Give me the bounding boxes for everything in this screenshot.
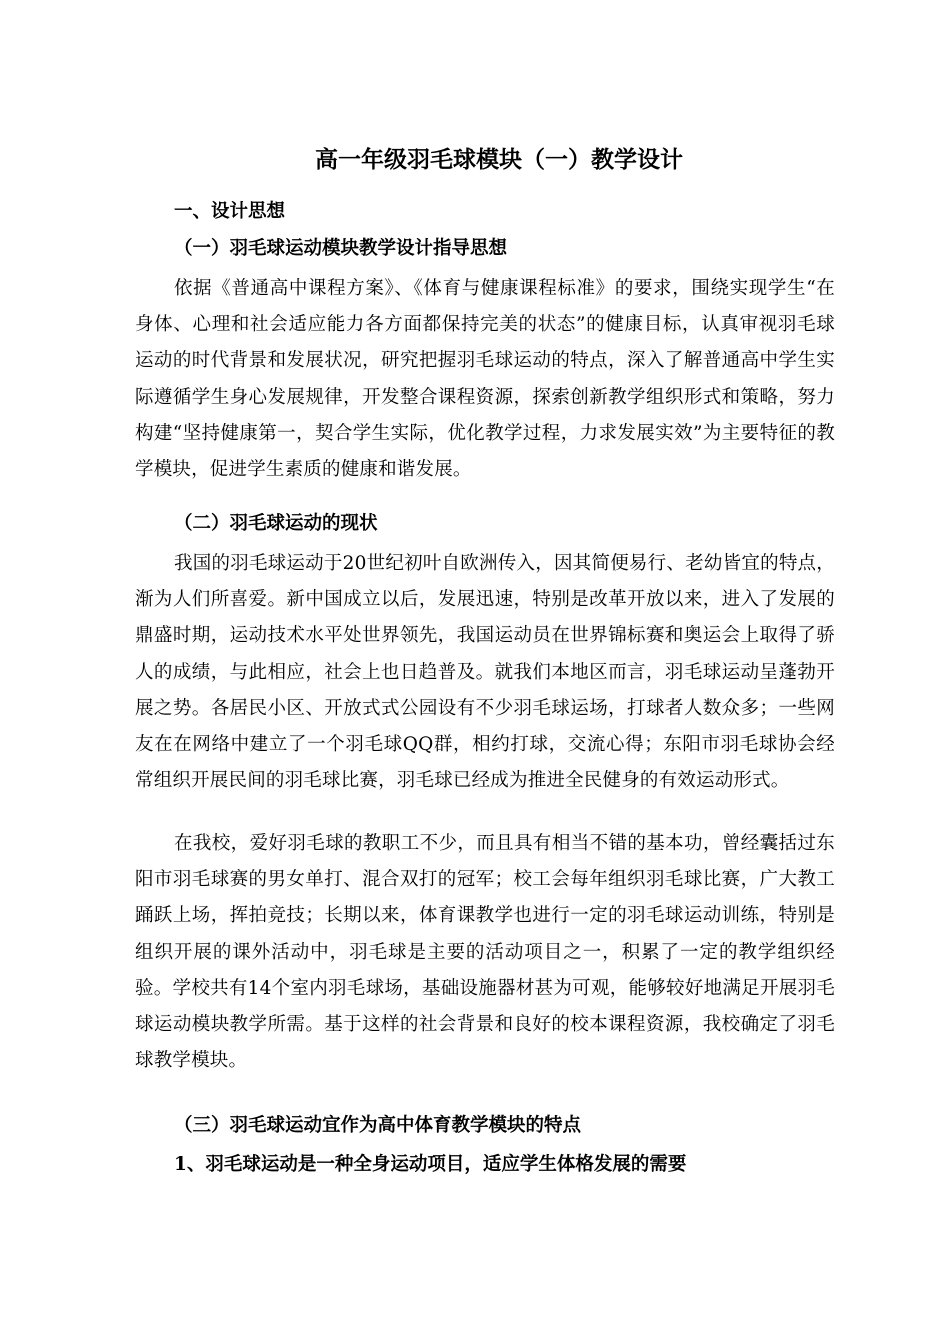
paragraph-current-status: 我国的羽毛球运动于20世纪初叶自欧洲传入，因其简便易行、老幼皆宜的特点，渐为人们所喜爱。新中国成立以后，发展迅速，特别是改革开放以来，进入了发展的鼎盛时期，运动技术水平处世界领先，我国运动员在世界锦标赛和奥运会上取得了骄人的成绩，与此相应，社会上也日趋普及。就我们本地区而言，羽毛球运动呈蓬勃开展之势。各居民小区、开放式式公园设有不少羽毛球运场，打球者人数众多；一些网友在在网络中建立了一个羽毛球QQ群，相约打球，交流心得；东阳市羽毛球协会经常组织开展民间的羽毛球比赛，羽毛球已经成为推进全民健身的有效运动形式。 <box>135 553 835 792</box>
subsection-heading-module-features: （三）羽毛球运动宜作为高中体育教学模块的特点 <box>174 1115 582 1136</box>
paragraph-school-situation: 在我校，爱好羽毛球的教职工不少，而且具有相当不错的基本功，曾经囊括过东阳市羽毛球赛的男女单打、混合双打的冠军；校工会每年组织羽毛球比赛，广大教工踊跃上场，挥拍竞技；长期以来，体育课教学也进行一定的羽毛球运动训练，特别是组织开展的课外活动中，羽毛球是主要的活动项目之一，积累了一定的教学组织经验。学校共有14个室内羽毛球场，基础设施器材甚为可观，能够较好地满足开展羽毛球运动模块教学所需。基于这样的社会背景和良好的校本课程资源，我校确定了羽毛球教学模块。 <box>135 833 835 1072</box>
document-title: 高一年级羽毛球模块（一）教学设计 <box>315 146 683 173</box>
section-heading-design-thinking: 一、设计思想 <box>174 201 286 222</box>
subsection-heading-current-status: （二）羽毛球运动的现状 <box>174 513 378 534</box>
paragraph-guiding-thought: 依据《普通高中课程方案》、《体育与健康课程标准》的要求，围绕实现学生“在身体、心理和社会适应能力各方面都保持完美的状态”的健康目标，认真审视羽毛球运动的时代背景和发展状况，研究把握羽毛球运动的特点，深入了解普通高中学生实际遵循学生身心发展规律，开发整合课程资源，探索创新教学组织形式和策略，努力构建“坚持健康第一，契合学生实际，优化教学过程，力求发展实效”为主要特征的教学模块，促进学生素质的健康和谐发展。 <box>135 278 835 481</box>
subsection-heading-guiding-thought: （一）羽毛球运动模块教学设计指导思想 <box>174 238 508 259</box>
list-item-full-body-exercise: 1、羽毛球运动是一种全身运动项目，适应学生体格发展的需要 <box>174 1154 687 1175</box>
